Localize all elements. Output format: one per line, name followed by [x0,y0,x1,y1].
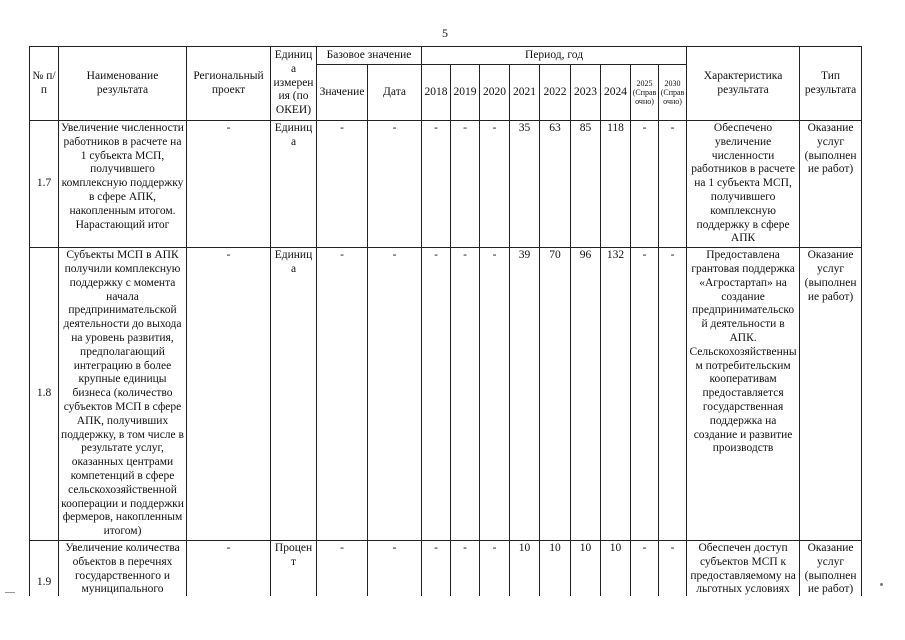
col-header-base-value: Значение [317,65,368,121]
scan-speck [880,583,883,586]
unit: Единица [271,248,317,541]
result-name: Увеличение численности работников в расчете на 1 субъекта МСП, получившего комплексную поддержку в сфере АПК, накопленным итогом. Нарастающий итог [59,121,187,248]
result-name: Субъекты МСП в АПК получили комплексную поддержку с момента начала предпринимательской деятельности до выхода на уровень развития, предполагающий интеграцию в более крупные единицы бизнеса (количество субъектов МСП в сфере АПК, получивших поддержку, в том числе в результате услуг, оказанных центрами компетенций в сфере сельскохозяйственной кооперации и поддержки фермеров, накопленным итогом) [59,248,187,541]
year-value: 10 [510,540,540,626]
row-number: 1.8 [30,248,59,541]
col-header-characteristic: Характеристика результата [687,47,800,121]
year-value: 118 [601,121,631,248]
result-characteristic: Предоставлена грантовая поддержка «Агростартап» на создание предпринимательской деятельности в АПК. Сельскохозяйственным потребительским кооперативам предоставляется государственная поддержка на создание и развитие производств [687,248,800,541]
year-2030-value: - [659,248,687,541]
col-header-year: 2022 [540,65,571,121]
col-header-base-date: Дата [368,65,422,121]
year-value: - [422,248,451,541]
col-header-year: 2018 [422,65,451,121]
base-value: - [317,121,368,248]
col-header-year: 2020 [480,65,510,121]
base-date: - [368,121,422,248]
result-type: Оказание услуг (выполнение работ) [800,248,862,541]
table-row [30,121,862,248]
row-number: 1.9 [30,540,59,626]
col-header-project: Региональный проект [187,47,271,121]
year-2025-value: - [631,121,659,248]
col-header-year: 2023 [571,65,601,121]
result-name: Увеличение количества объектов в перечнях государственного и муниципального [59,540,187,626]
year-value: - [422,540,451,626]
year-value: - [480,121,510,248]
base-date: - [368,540,422,626]
col-header-year: 2019 [451,65,480,121]
year-value: 96 [571,248,601,541]
year-value: 39 [510,248,540,541]
col-header-unit: Единица измерения (по ОКЕИ) [271,47,317,121]
year-value: 63 [540,121,571,248]
year-value: 85 [571,121,601,248]
regional-project: - [187,540,271,626]
year-2030-value: - [659,121,687,248]
year-2030-value: - [659,540,687,626]
col-header-year-2030: 2030 (Справочно) [659,65,687,121]
base-value: - [317,540,368,626]
year-value: - [422,121,451,248]
table-row [30,248,862,541]
results-table [29,46,862,627]
row-number: 1.7 [30,121,59,248]
col-header-num: № п/п [30,47,59,121]
regional-project: - [187,121,271,248]
base-date: - [368,248,422,541]
year-2025-value: - [631,540,659,626]
col-header-type: Тип результата [800,47,862,121]
page-number: 5 [442,26,448,40]
result-type: Оказание услуг (выполнение работ) [800,540,862,626]
base-value: - [317,248,368,541]
year-value: 35 [510,121,540,248]
unit: Единица [271,121,317,248]
result-characteristic: Обеспечен доступ субъектов МСП к предоставляемому на льготных условиях [687,540,800,626]
year-value: - [451,248,480,541]
year-value: 10 [601,540,631,626]
unit: Процент [271,540,317,626]
result-characteristic: Обеспечено увеличение численности работников в расчете на 1 субъекта МСП, получившего комплексную поддержку в сфере АПК [687,121,800,248]
scan-edge-mark [5,592,15,593]
year-value: - [451,121,480,248]
results-table-sheet [29,46,857,596]
year-2025-value: - [631,248,659,541]
year-value: 10 [571,540,601,626]
page-bottom-margin [0,596,905,640]
year-value: - [480,248,510,541]
year-value: - [451,540,480,626]
year-value: 10 [540,540,571,626]
result-type: Оказание услуг (выполнение работ) [800,121,862,248]
col-header-year: 2021 [510,65,540,121]
col-header-base: Базовое значение [317,47,422,65]
header-row-top [30,47,862,65]
year-value: 70 [540,248,571,541]
col-header-period: Период, год [422,47,687,65]
col-header-year-2025: 2025 (Справочно) [631,65,659,121]
col-header-name: Наименование результата [59,47,187,121]
regional-project: - [187,248,271,541]
year-value: - [480,540,510,626]
year-value: 132 [601,248,631,541]
col-header-year: 2024 [601,65,631,121]
